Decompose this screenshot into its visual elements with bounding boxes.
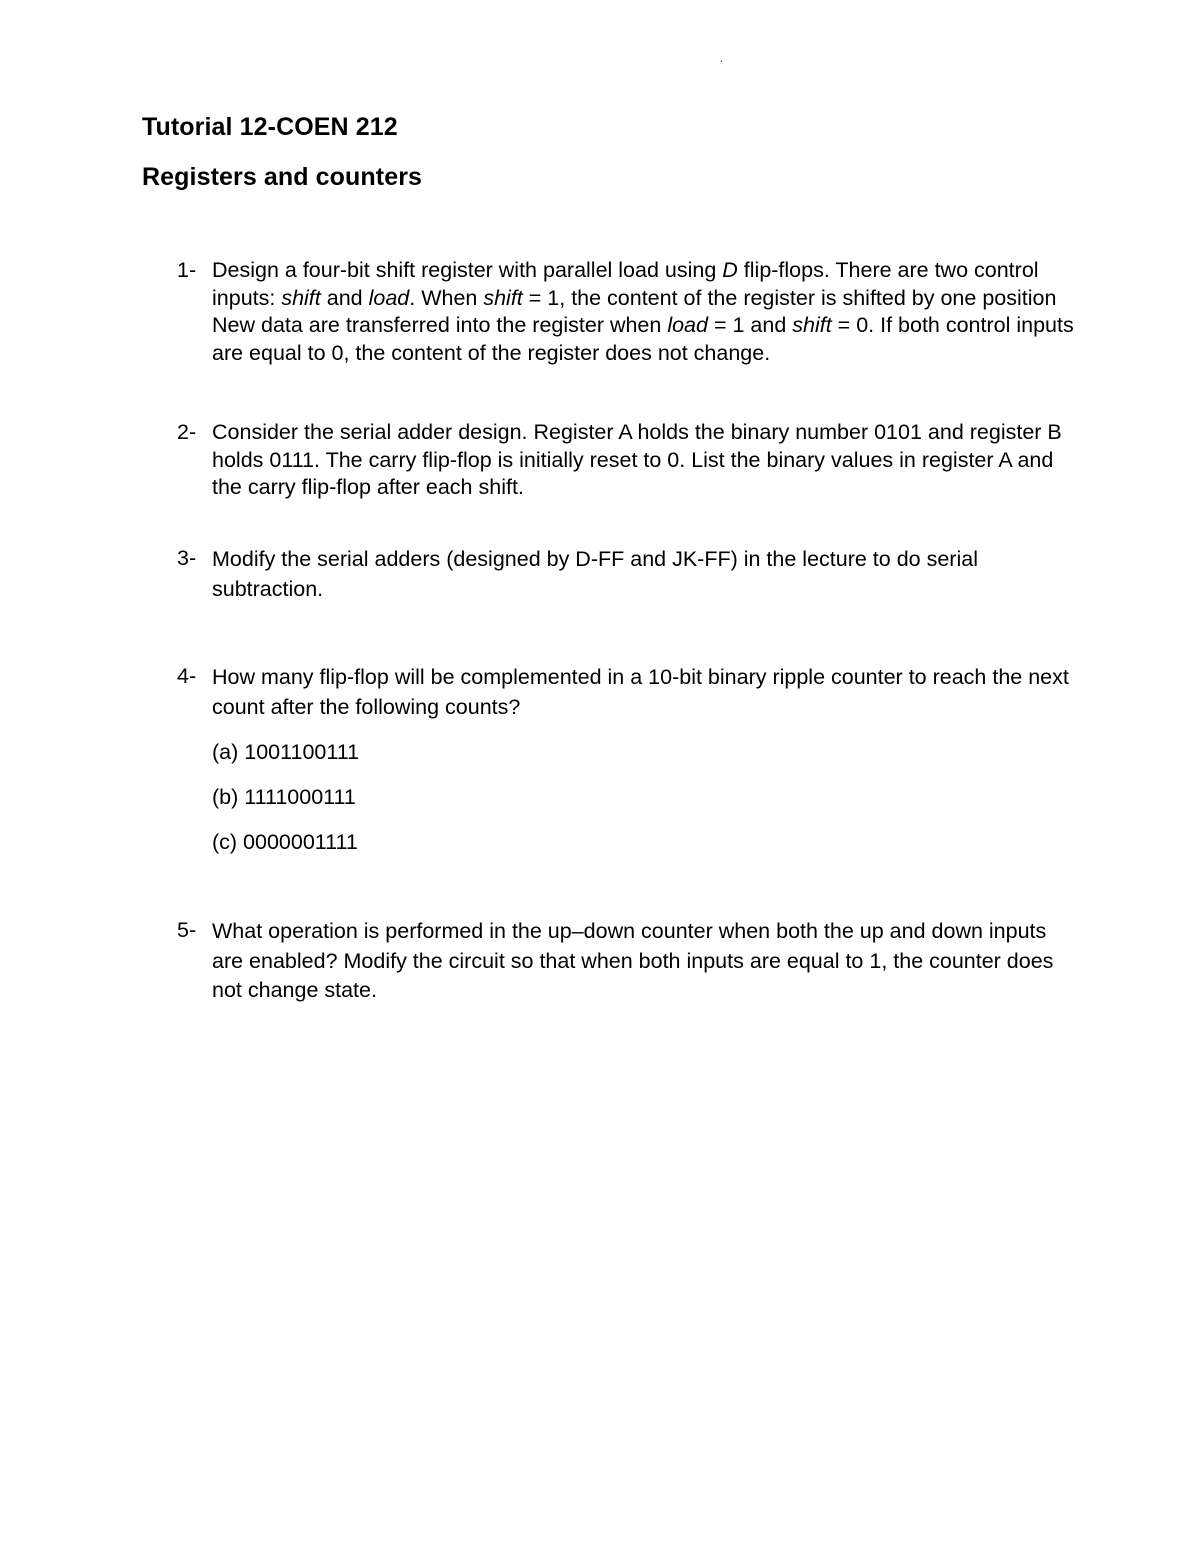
question-text: How many flip-flop will be complemented in a 10-bit binary ripple counter to reach the next count after the following counts? (212, 665, 1069, 719)
question-text: Design a four-bit shift register with parallel load using D flip-flops. There are two control inputs: shift and load. When shift = 1, the content of the register is shifted by one position New data are transferred into the register when load = 1 and shift = 0. If both control inputs are equal to 0, the content of the register does not change. (212, 258, 1074, 365)
question-1 (177, 257, 1077, 367)
question-text: Modify the serial adders (designed by D-FF and JK-FF) in the lecture to do serial subtraction. (212, 547, 978, 601)
sub-item-c: (c) 0000001111 (212, 830, 358, 854)
page-mark: · (719, 52, 724, 68)
question-number: 2- (177, 420, 197, 444)
question-number: 1- (177, 258, 197, 282)
question-5 (177, 917, 1077, 1006)
page-subtitle: Registers and counters (142, 163, 423, 191)
page-title: Tutorial 12-COEN 212 (142, 113, 398, 141)
question-2 (177, 419, 1077, 502)
question-text: What operation is performed in the up–down counter when both the up and down inputs are enabled? Modify the circuit so that when both inputs are equal to 1, the counter does not change state. (212, 919, 1054, 1002)
question-3 (177, 545, 1077, 604)
question-4 (177, 663, 1077, 857)
question-number: 4- (177, 664, 197, 688)
question-number: 3- (177, 546, 197, 570)
sub-item-b: (b) 1111000111 (212, 785, 356, 809)
sub-item-a: (a) 1001100111 (212, 740, 360, 764)
question-text: Consider the serial adder design. Register A holds the binary number 0101 and register B holds 0111. The carry flip-flop is initially reset to 0. List the binary values in register A and the carry flip-flop after each shift. (212, 420, 1062, 499)
question-body (212, 663, 1077, 857)
question-number: 5- (177, 918, 197, 942)
